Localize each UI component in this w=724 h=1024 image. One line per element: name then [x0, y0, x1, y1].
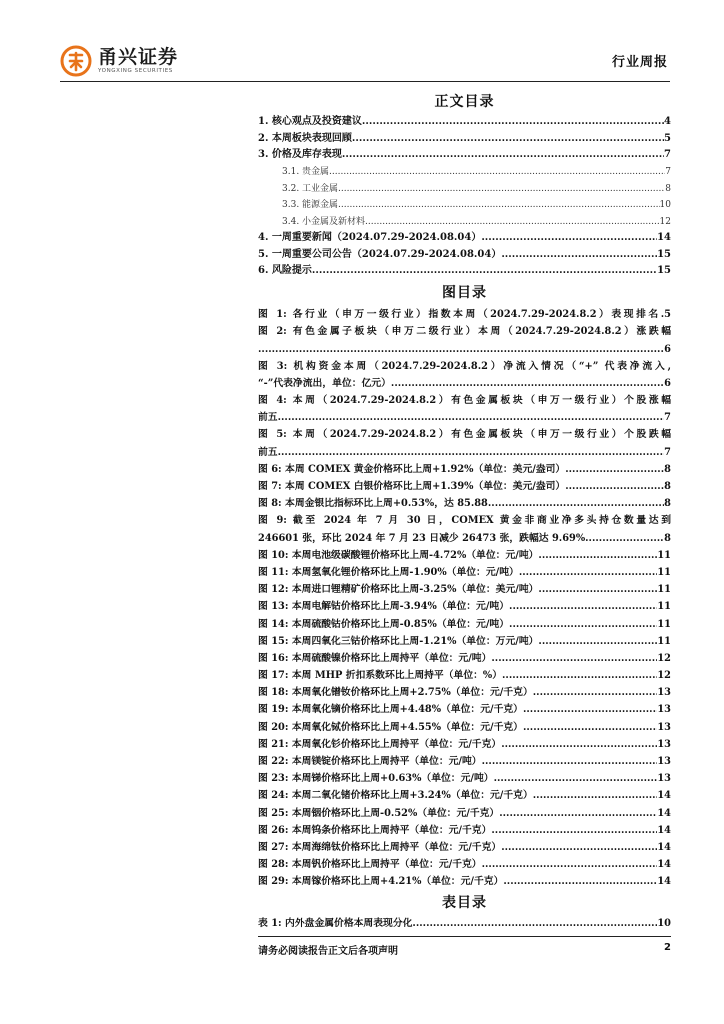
dot-leader	[585, 530, 664, 547]
figure-entry[interactable]	[258, 426, 671, 460]
entry-label: 图 19: 本周氧化镝价格环比上周+4.48%（单位：元/千克）	[258, 704, 523, 716]
entry-page-number: 7	[664, 149, 671, 161]
entry-label: 图 22: 本周镁锭价格环比上周持平（单位：元/吨）	[258, 756, 482, 767]
figure-entry[interactable]	[258, 856, 671, 873]
entry-page-number: 8	[665, 183, 671, 194]
entry-label: 图 26: 本周钨条价格环比上周持平（单位：元/千克）	[258, 824, 492, 836]
entry-label: 图 18: 本周氧化镨钕价格环比上周+2.75%（单位：元/千克）	[258, 687, 533, 699]
figure-entry[interactable]	[258, 873, 671, 890]
entry-page-number: 12	[659, 216, 671, 227]
dot-leader	[509, 598, 657, 615]
entry-label: 图 8: 本周金银比指标环比上周+0.53%，达 85.88	[258, 498, 488, 510]
dot-leader	[258, 341, 664, 358]
company-name-cn: 甬兴证券	[98, 46, 179, 68]
dot-leader	[501, 247, 657, 264]
dot-leader	[538, 633, 657, 650]
dot-leader	[278, 409, 665, 426]
entry-page-number: 15	[657, 265, 671, 277]
entry-label: 图 21: 本周氧化钐价格环比上周持平（单位：元/千克）	[258, 738, 502, 750]
entry-label: 表 1: 内外盘金属价格本周表现分化	[258, 917, 413, 929]
dot-leader	[502, 667, 657, 684]
figure-list	[258, 306, 671, 890]
dot-leader	[352, 131, 664, 148]
dot-leader	[338, 197, 660, 214]
entry-page-number: 6	[664, 377, 671, 389]
entry-label: 图 4: 本周（2024.7.29-2024.8.2）有色金属板块（申万一级行业）个股涨幅	[258, 395, 671, 407]
entry-label: 图 24: 本周二氧化锗价格环比上周+3.24%（单位：元/千克）	[258, 790, 533, 802]
entry-label: 图 9: 截至 2024 年 7 月 30 日，COMEX 黄金非商业净多头持仓数量达到	[258, 515, 671, 527]
dot-leader	[501, 839, 657, 856]
dot-leader	[491, 822, 657, 839]
figure-entry[interactable]	[258, 736, 671, 753]
entry-label: 3.2. 工业金属	[282, 183, 339, 194]
entry-page-number: 8	[664, 532, 671, 544]
entry-page-number: 14	[657, 859, 671, 871]
page-header	[60, 40, 670, 82]
dot-leader	[501, 736, 657, 753]
page-footer	[258, 936, 671, 957]
figure-entry[interactable]	[258, 770, 671, 787]
entry-label: 图 25: 本周铟价格环比上周-0.52%（单位：元/千克）	[258, 807, 500, 819]
dot-leader	[312, 263, 657, 280]
figure-entry[interactable]	[258, 787, 671, 804]
dot-leader	[491, 650, 657, 667]
entry-continuation	[258, 375, 671, 392]
dot-leader	[482, 856, 658, 873]
figure-entry[interactable]	[258, 461, 671, 478]
entry-page-number: 7	[664, 412, 671, 424]
entry-page-number: 11	[657, 584, 671, 596]
entry-page-number: 4	[664, 116, 671, 127]
entry-label: 3. 价格及库存表现	[258, 149, 342, 161]
toc-subsection-entry[interactable]	[258, 197, 671, 214]
entry-page-number: 7	[665, 167, 671, 178]
toc-subsection-entry[interactable]	[258, 214, 671, 231]
entry-page-number: 12	[657, 652, 671, 664]
entry-label: 4. 一周重要新闻（2024.07.29-2024.08.04）	[258, 232, 482, 244]
entry-page-number: 10	[659, 200, 671, 211]
figure-entry[interactable]	[258, 323, 671, 357]
dot-leader	[412, 915, 657, 932]
entry-page-number: 13	[657, 756, 671, 767]
entry-label: 图 17: 本周 MHP 折扣系数环比上周持平（单位：%）	[258, 670, 503, 682]
entry-label: 图 7: 本周 COMEX 白银价格环比上周+1.39%（单位：美元/盎司）	[258, 481, 566, 492]
entry-continuation	[258, 530, 671, 547]
figure-entry[interactable]	[258, 701, 671, 718]
dot-leader	[565, 461, 664, 478]
figure-entry[interactable]	[258, 616, 671, 633]
entry-page-number: 13	[657, 773, 671, 785]
figure-entry[interactable]	[258, 547, 671, 564]
dot-leader	[488, 495, 664, 512]
figure-entry[interactable]	[258, 495, 671, 512]
entry-label: 图 23: 本周锑价格环比上周+0.63%（单位：元/吨）	[258, 773, 494, 785]
entry-page-number: 13	[657, 721, 671, 733]
dot-leader	[565, 478, 664, 495]
entry-page-number: 11	[657, 618, 671, 630]
entry-label: 6. 风险提示	[258, 265, 312, 277]
figure-entry[interactable]	[258, 753, 671, 770]
dot-leader	[523, 701, 657, 718]
entry-label: 图 15: 本周四氧化三钴价格环比上周-1.21%（单位：万元/吨）	[258, 635, 539, 647]
entry-label: 2. 本周板块表现回顾	[258, 132, 352, 144]
entry-continuation	[258, 409, 671, 426]
figure-entry[interactable]	[258, 684, 671, 701]
entry-label: 图 28: 本周钒价格环比上周持平（单位：元/千克）	[258, 859, 482, 871]
entry-label: 图 5: 本周（2024.7.29-2024.8.2）有色金属板块（申万一级行业）个股跌幅	[258, 429, 671, 441]
entry-label: 图 27: 本周海绵钛价格环比上周持平（单位：元/千克）	[258, 841, 502, 853]
entry-label: 图 16: 本周硫酸镍价格环比上周持平（单位：元/吨）	[258, 652, 492, 664]
entry-page-number: 14	[657, 824, 671, 836]
dot-leader	[499, 805, 657, 822]
entry-label: 图 13: 本周电解钴价格环比上周-3.94%（单位：元/吨）	[258, 601, 510, 613]
entry-label: 246601 张，环比 2024 年 7 月 23 日减少 26473 张，跌幅达 9.69%	[258, 532, 586, 544]
entry-page-number: 13	[657, 738, 671, 750]
table-list-title: 表目录	[442, 894, 487, 911]
figure-entry[interactable]	[258, 839, 671, 856]
dot-leader	[362, 114, 664, 131]
entry-label: 5. 一周重要公司公告（2024.07.29-2024.08.04）	[258, 248, 502, 260]
toc-subsection-entry[interactable]	[258, 181, 671, 198]
entry-page-number: 10	[657, 917, 671, 929]
entry-page-number: 11	[657, 549, 671, 561]
dot-leader	[365, 214, 660, 231]
entry-page-number: 11	[657, 601, 671, 613]
dot-leader	[519, 564, 658, 581]
figure-entry[interactable]	[258, 650, 671, 667]
table-list	[258, 915, 671, 932]
entry-label: 图 11: 本周氢氧化锂价格环比上周-1.90%（单位：元/吨）	[258, 566, 519, 578]
dot-leader	[278, 444, 665, 461]
figure-entry[interactable]	[258, 581, 671, 598]
dot-leader	[533, 684, 658, 701]
dot-leader	[482, 753, 658, 770]
report-type-label: 行业周报	[611, 55, 668, 70]
entry-page-number: 11	[657, 566, 671, 578]
entry-label: 3.3. 能源金属	[282, 200, 339, 211]
entry-label: 1. 核心观点及投资建议	[258, 116, 362, 127]
figure-entry[interactable]	[258, 667, 671, 684]
company-logo	[60, 45, 178, 77]
figure-entry[interactable]	[258, 822, 671, 839]
entry-label: 图 1: 各行业（申万一级行业）指数本周（2024.7.29-2024.8.2）表现排名.5	[258, 309, 671, 321]
entry-page-number: 7	[664, 446, 671, 458]
figure-entry[interactable]	[258, 358, 671, 392]
entry-page-number: 15	[657, 248, 671, 260]
entry-label: 前五	[258, 412, 278, 424]
entry-label: 图 20: 本周氧化铽价格环比上周+4.55%（单位：元/千克）	[258, 721, 523, 733]
figure-entry[interactable]	[258, 478, 671, 495]
figure-entry[interactable]	[258, 564, 671, 581]
toc-title: 正文目录	[434, 94, 495, 110]
entry-continuation	[258, 444, 671, 461]
yongxing-logo-icon	[60, 45, 92, 77]
dot-leader	[329, 164, 665, 181]
entry-label: 图 6: 本周 COMEX 黄金价格环比上周+1.92%（单位：美元/盎司）	[258, 463, 566, 475]
dot-leader	[391, 375, 664, 392]
figure-entry[interactable]	[258, 633, 671, 650]
figure-entry[interactable]	[258, 719, 671, 736]
entry-page-number: 13	[657, 687, 671, 699]
header-divider	[60, 81, 670, 83]
dot-leader	[503, 873, 657, 890]
entry-label: 图 10: 本周电池级碳酸锂价格环比上周-4.72%（单位：元/吨）	[258, 549, 539, 561]
table-entry[interactable]	[258, 915, 671, 932]
toc-section-entry[interactable]	[258, 263, 671, 280]
table-of-contents	[258, 90, 671, 932]
entry-label: 3.1. 贵金属	[282, 167, 330, 178]
entry-page-number: 6	[664, 343, 671, 355]
entry-page-number: 14	[657, 841, 671, 853]
toc-section-entry[interactable]	[258, 131, 671, 148]
entry-label: 图 3: 机构资金本周（2024.7.29-2024.8.2）净流入情况（“+” 代表净流入,	[258, 360, 671, 372]
figure-entry[interactable]	[258, 805, 671, 822]
entry-page-number: 14	[657, 807, 671, 819]
dot-leader	[494, 770, 658, 787]
dot-leader	[481, 230, 657, 247]
entry-label: 图 29: 本周镓价格环比上周+4.21%（单位：元/千克）	[258, 876, 504, 888]
company-name-en: YONGXING SECURITIES	[98, 68, 173, 74]
entry-page-number: 13	[657, 704, 671, 716]
figure-entry[interactable]	[258, 512, 671, 546]
entry-label: 3.4. 小金属及新材料	[282, 216, 366, 227]
dot-leader	[538, 547, 657, 564]
entry-page-number: 8	[664, 481, 671, 492]
entry-page-number: 11	[657, 635, 671, 647]
entry-label: 图 12: 本周进口锂精矿价格环比上周-3.25%（单位：美元/吨）	[258, 584, 539, 596]
entry-label: 图 2: 有色金属子板块（申万二级行业）本周（2024.7.29-2024.8.2）涨跌幅	[258, 326, 671, 338]
figure-entry[interactable]	[258, 392, 671, 426]
entry-label: 图 14: 本周硫酸钴价格环比上周-0.85%（单位：元/吨）	[258, 618, 510, 630]
dot-leader	[338, 181, 665, 198]
dot-leader	[523, 719, 657, 736]
toc-section-entry[interactable]	[258, 114, 671, 131]
dot-leader	[533, 787, 658, 804]
toc-list	[258, 114, 671, 280]
toc-section-entry[interactable]	[258, 147, 671, 164]
figure-entry[interactable]	[258, 306, 671, 323]
page-number: 2	[664, 942, 671, 954]
toc-section-entry[interactable]	[258, 247, 671, 264]
entry-page-number: 14	[657, 232, 671, 244]
disclaimer-note: 请务必阅读报告正文后各项声明	[258, 946, 398, 958]
entry-continuation	[258, 341, 671, 358]
figure-entry[interactable]	[258, 598, 671, 615]
entry-page-number: 12	[657, 670, 671, 682]
toc-section-entry[interactable]	[258, 230, 671, 247]
entry-page-number: 8	[664, 463, 671, 475]
dot-leader	[538, 581, 657, 598]
figure-list-title: 图目录	[442, 285, 487, 302]
dot-leader	[342, 147, 664, 164]
entry-page-number: 14	[657, 876, 671, 888]
entry-page-number: 14	[657, 790, 671, 802]
dot-leader	[509, 616, 657, 633]
entry-label: “-”代表净流出，单位：亿元）	[258, 377, 391, 389]
entry-page-number: 5	[664, 132, 671, 144]
entry-page-number: 8	[664, 498, 671, 510]
toc-subsection-entry[interactable]	[258, 164, 671, 181]
entry-label: 前五	[258, 446, 278, 458]
footer-divider	[258, 936, 671, 937]
